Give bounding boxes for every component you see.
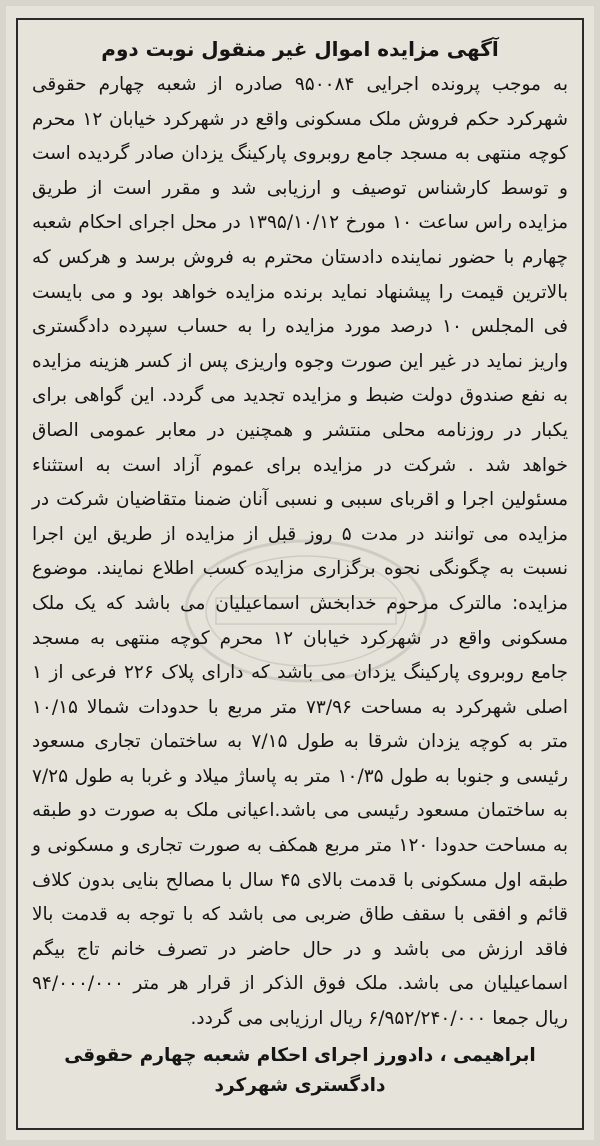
notice-body: به موجب پرونده اجرایی ۹۵۰۰۸۴ صادره از شعبه چهارم حقوقی شهرکرد حکم فروش ملک مسکونی واقع در شهرکرد خیابان ۱۲ محرم کوچه منتهی به مسجد جامع روبروی پارکینگ یزدان صادر گردیده است و توسط کارشناس توصیف و ارزیابی شد و مقرر است از طریق مزایده راس ساعت ۱۰ مورخ ۱۳۹۵/۱۰/۱۲ در محل اجرای احکام شعبه چهارم با حضور نماینده دادستان محترم به فروش برسد و هرکس که بالاترین قیمت را پیشنهاد نماید برنده مزایده خواهد بود و می بایست فی المجلس ۱۰ درصد مورد مزایده را به حساب سپرده دادگستری واریز نماید در غیر این صورت وجوه واریزی پس از کسر هزینه مزایده به نفع صندوق دولت ضبط و مزایده تجدید می گردد. این گواهی برای یکبار در روزنامه محلی منتشر و همچنین در معابر عمومی الصاق خواهد شد . شرکت در مزایده برای عموم آزاد است به استثناء مسئولین اجرا و اقربای سببی و نسبی آنان ضمنا متقاضیان شرکت در مزایده می توانند در مدت ۵ روز قبل از مزایده از طریق این اجرا نسبت به چگونگی نحوه برگزاری مزایده کسب اطلاع نمایند. موضوع مزایده: مالترک مرحوم خدابخش اسماعیلیان می باشد که یک ملک مسکونی واقع در شهرکرد خیابان ۱۲ محرم کوچه منتهی به مسجد جامع روبروی پارکینگ یزدان می باشد که دارای پلاک ۲۲۶ فرعی از ۱ اصلی شهرکرد به مساحت ۷۳/۹۶ متر مربع با حدودات شمالا ۱۰/۱۵ متر به کوچه یزدان شرقا به طول ۷/۱۵ به ساختمان تجاری مسعود رئیسی و جنوبا به طول ۱۰/۳۵ متر به پاساژ میلاد و غربا به طول ۷/۲۵ به ساختمان مسعود رئیسی می باشد.اعیانی ملک به صورت دو طبقه به مساحت حدودا ۱۲۰ متر مربع همکف به صورت تجاری و مسکونی و طبقه اول مسکونی با قدمت بالای ۴۵ سال با مصالح بنایی بدون کلاف قائم و افقی با سقف طاق ضربی می باشد که با توجه به قدمت بالا فاقد ارزش می باشد و در حال حاضر در تصرف خانم تاج بیگم اسماعیلیان می باشد. ملک فوق الذکر از قرار هر متر ۹۴/۰۰۰/۰۰۰ ریال جمعا ۶/۹۵۲/۲۴۰/۰۰۰ ریال ارزیابی می گردد. (32, 74, 569, 1030)
notice-box (16, 18, 584, 1130)
notice-title: آگهی مزایده اموال غیر منقول نوبت دوم (101, 37, 499, 61)
notice-signature: ابراهیمی ، دادورز اجرای احکام شعبه چهارم حقوقی دادگستری شهرکرد (64, 1044, 536, 1096)
newspaper-clipping (6, 6, 594, 1140)
